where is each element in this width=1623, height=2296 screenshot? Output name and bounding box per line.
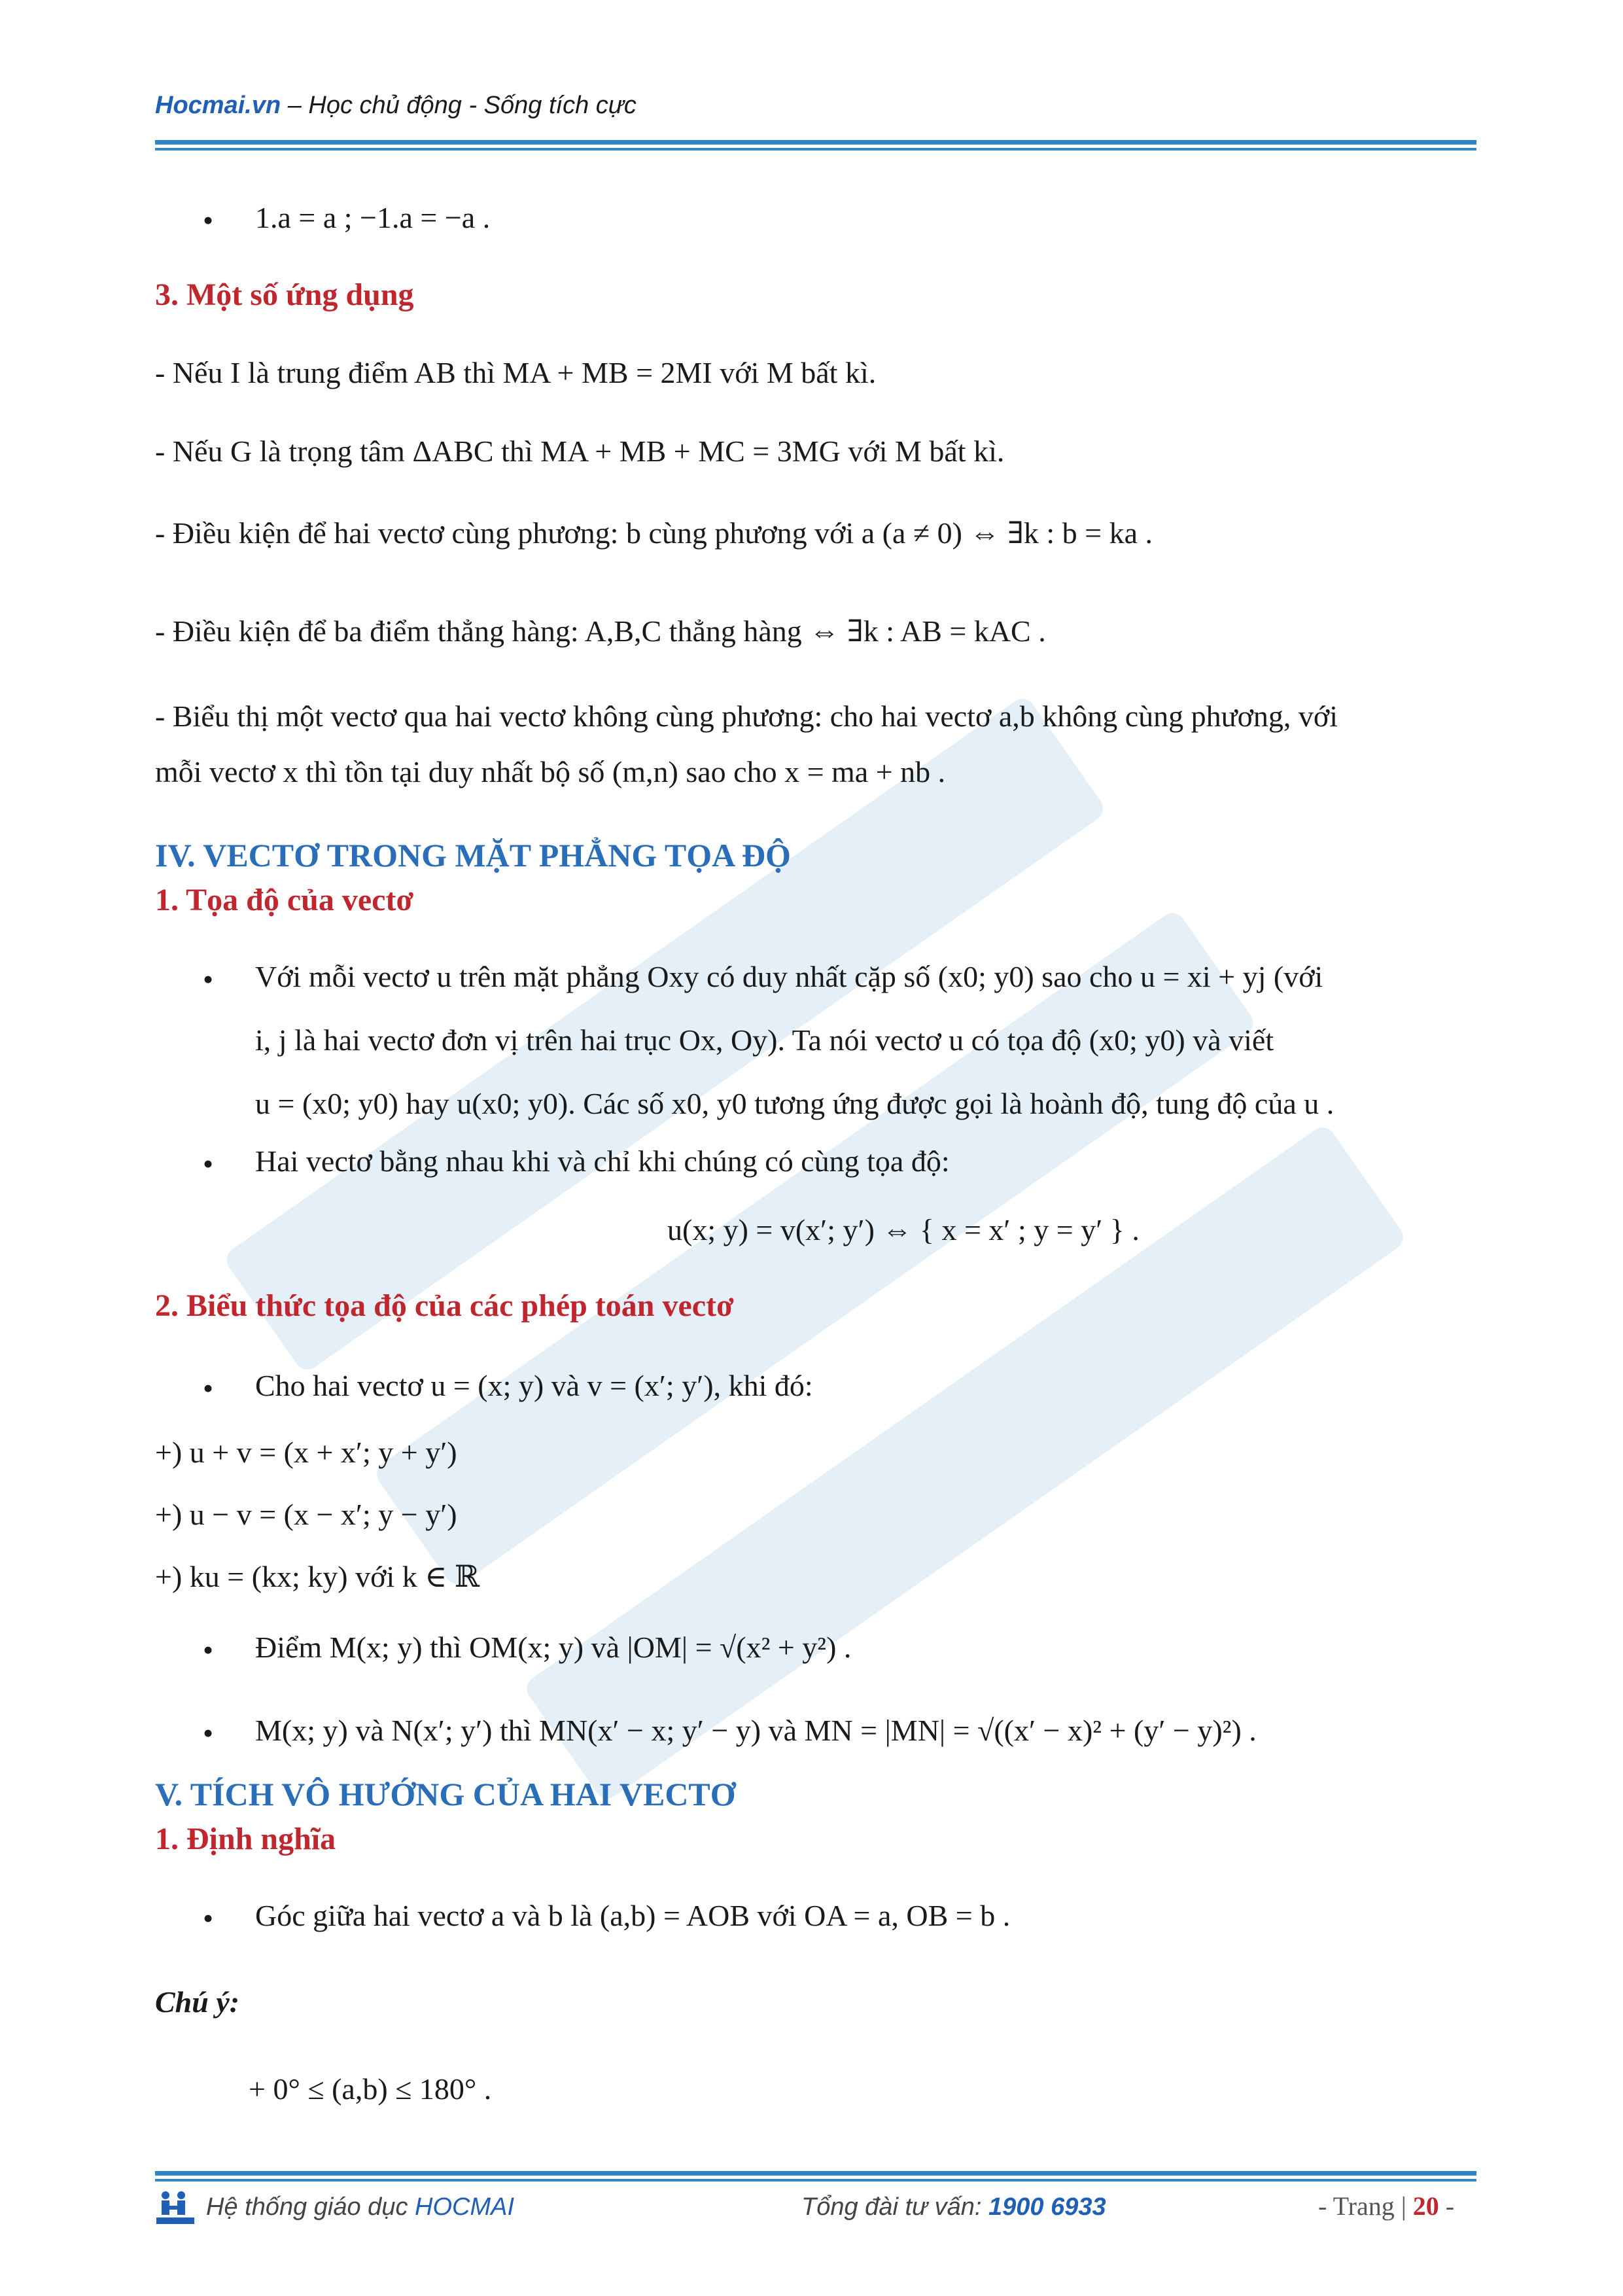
centroid-rule: - Nếu G là trọng tâm ΔABC thì MA + MB + MC = 3MG với M bất kì. — [155, 434, 1005, 468]
brand-tagline: – Học chủ động - Sống tích cực — [281, 92, 637, 119]
bullet: • — [203, 1716, 214, 1750]
angle-range: + 0° ≤ (a,b) ≤ 180° . — [249, 2072, 492, 2106]
footer-hotline-label: Tổng đài tư vấn: — [801, 2193, 989, 2221]
two-vectors-given: Cho hai vectơ u = (x; y) và v = (x′; y′), khi đó: — [255, 1369, 813, 1402]
sum-formula: +) u + v = (x + x′; y + y′) — [155, 1436, 457, 1469]
section-heading-ung-dung: 3. Một số ứng dụng — [155, 277, 414, 312]
point-vector-length: Điểm M(x; y) thì OM(x; y) và |OM| = √(x² + y²) . — [255, 1631, 852, 1664]
hocmai-logo-icon — [155, 2189, 196, 2228]
collinear-vectors-rule: - Điều kiện để hai vectơ cùng phương: b cùng phương với a (a ≠ 0) ⇔ ∃k : b = ka . — [155, 516, 1153, 550]
subsection-heading-bieu-thuc: 2. Biểu thức tọa độ của các phép toán vectơ — [155, 1288, 734, 1323]
difference-formula: +) u − v = (x − x′; y − y′) — [155, 1498, 457, 1531]
coordinate-definition-line-1: Với mỗi vectơ u trên mặt phẳng Oxy có duy nhất cặp số (x0; y0) sao cho u = xi + yj (với — [255, 960, 1323, 993]
footer-rule — [155, 2171, 1476, 2176]
footer-system-brand: HOCMAI — [415, 2193, 515, 2221]
bullet: • — [203, 1371, 214, 1405]
footer-hotline-number: 1900 6933 — [988, 2193, 1106, 2221]
page-number-suffix: - — [1439, 2191, 1455, 2221]
bullet: • — [203, 963, 214, 996]
collinear-points-rule: - Điều kiện để ba điểm thẳng hàng: A,B,C thẳng hàng ⇔ ∃k : AB = kAC . — [155, 614, 1046, 648]
header-brand — [155, 92, 637, 120]
scalar-multiple-formula: +) ku = (kx; ky) với k ∈ ℝ — [155, 1560, 480, 1593]
page-number — [1318, 2191, 1454, 2221]
angle-definition: Góc giữa hai vectơ a và b là (a,b) = AOB với OA = a, OB = b . — [255, 1899, 1011, 1932]
bullet: • — [203, 203, 214, 237]
section-heading-iv: IV. VECTƠ TRONG MẶT PHẲNG TỌA ĐỘ — [155, 837, 791, 874]
note-label: Chú ý: — [155, 1985, 240, 2019]
footer-rule-thin — [155, 2179, 1476, 2181]
subsection-heading-dinh-nghia: 1. Định nghĩa — [155, 1822, 336, 1856]
subsection-heading-toa-do: 1. Tọa độ của vectơ — [155, 883, 414, 917]
brand-name: Hocmai.vn — [155, 92, 281, 119]
footer-system — [206, 2193, 514, 2221]
footer-hotline — [801, 2193, 1106, 2221]
equal-vectors-formula: u(x; y) = v(x′; y′) ⇔ { x = x′ ; y = y′ } . — [667, 1213, 1140, 1246]
footer-system-prefix: Hệ thống giáo dục — [206, 2193, 415, 2221]
midpoint-rule: - Nếu I là trung điểm AB thì MA + MB = 2MI với M bất kì. — [155, 356, 877, 389]
distance-formula: M(x; y) và N(x′; y′) thì MN(x′ − x; y′ − y) và MN = |MN| = √((x′ − x)² + (y′ − y)²) . — [255, 1714, 1257, 1747]
bullet: • — [203, 1147, 214, 1180]
coordinate-definition-line-3: u = (x0; y0) hay u(x0; y0). Các số x0, y0 tương ứng được gọi là hoành độ, tung độ của u . — [255, 1087, 1335, 1120]
header-rule — [155, 140, 1476, 145]
header-rule-thin — [155, 148, 1476, 150]
equal-vectors-statement: Hai vectơ bằng nhau khi và chỉ khi chúng có cùng tọa độ: — [255, 1144, 950, 1178]
vector-decomposition-line-2: mỗi vectơ x thì tồn tại duy nhất bộ số (m,n) sao cho x = ma + nb . — [155, 755, 946, 788]
page-number-prefix: - Trang | — [1318, 2191, 1413, 2221]
bullet: • — [203, 1633, 214, 1667]
bullet: • — [203, 1901, 214, 1935]
page-number-value: 20 — [1412, 2191, 1439, 2221]
scalar-identity-line: 1.a = a ; −1.a = −a . — [255, 201, 491, 234]
section-heading-v: V. TÍCH VÔ HƯỚNG CỦA HAI VECTƠ — [155, 1776, 736, 1812]
coordinate-definition-line-2: i, j là hai vectơ đơn vị trên hai trục Ox, Oy). Ta nói vectơ u có tọa độ (x0; y0) và viết — [255, 1023, 1274, 1057]
vector-decomposition-line-1: - Biểu thị một vectơ qua hai vectơ không cùng phương: cho hai vectơ a,b không cùng phương, với — [155, 699, 1338, 733]
